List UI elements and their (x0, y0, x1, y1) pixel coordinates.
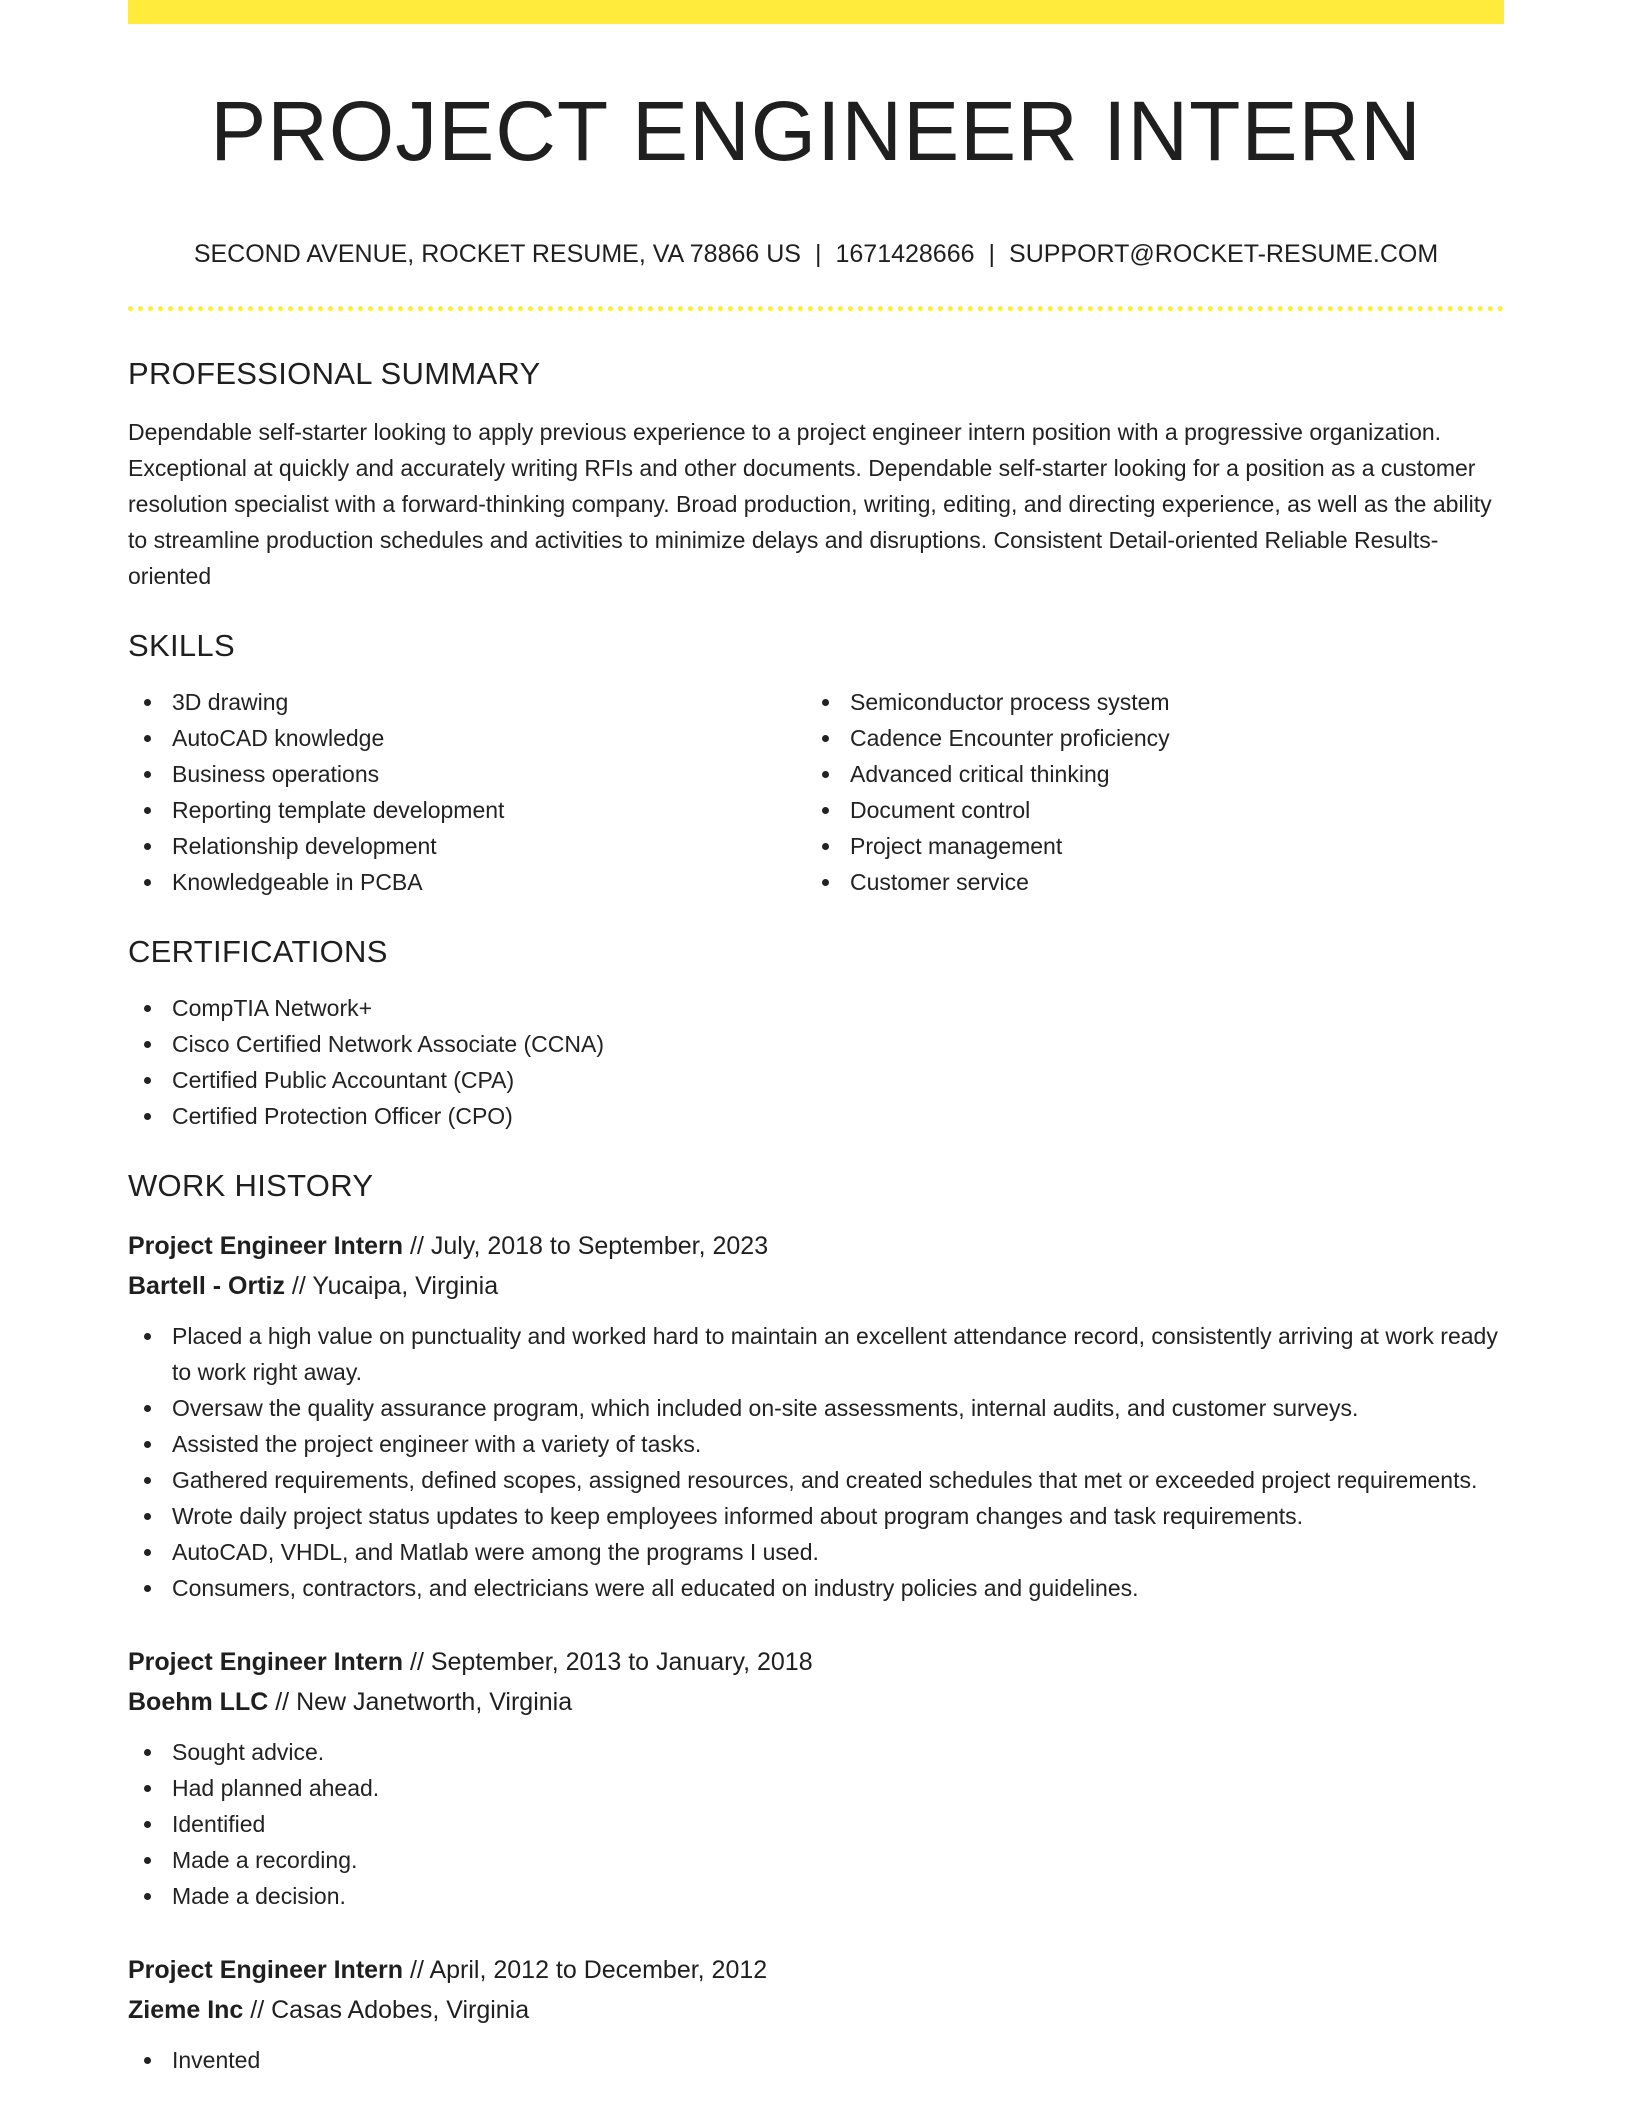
job-duties-list (128, 1318, 1504, 1606)
skill-item: Advanced critical thinking (806, 756, 1484, 792)
job-company: Boehm LLC (128, 1688, 269, 1716)
section-title-work-history: WORK HISTORY (128, 1168, 374, 1203)
contact-separator: | (814, 240, 822, 268)
job-duty: Consumers, contractors, and electricians were all educated on industry policies and guidelines. (128, 1570, 1504, 1606)
summary-text: Dependable self-starter looking to apply previous experience to a project engineer intern position with a progressive organization. Exceptional at quickly and accurately writing RFIs and other documents. Dependable self-starter looking for a position as a customer resolution specialist with a forward-thinking company. Broad production, writing, editing, and directing experience, as well as the ability to streamline production schedules and activities to minimize delays and disruptions. Consistent Detail-oriented Reliable Results-oriented (128, 419, 1492, 589)
header-divider (128, 306, 1504, 311)
job-dates: // April, 2012 to December, 2012 (403, 1956, 768, 1984)
skill-item: Relationship development (128, 828, 806, 864)
job-dates: // September, 2013 to January, 2018 (403, 1648, 813, 1676)
job-entry (128, 1226, 1504, 1606)
contact-phone: 1671428666 (835, 240, 975, 268)
job-role: Project Engineer Intern (128, 1232, 404, 1260)
skill-item: Document control (806, 792, 1484, 828)
skill-item: Customer service (806, 864, 1484, 900)
candidate-name: PROJECT ENGINEER INTERN (210, 84, 1422, 178)
skill-item: Reporting template development (128, 792, 806, 828)
contact-separator: | (988, 240, 996, 268)
certifications-section (128, 930, 1504, 1134)
skills-grid (128, 684, 1504, 900)
job-company-line (128, 1990, 1504, 2030)
job-duty: Invented (128, 2042, 1504, 2078)
skill-item: Knowledgeable in PCBA (128, 864, 806, 900)
job-title-line (128, 1950, 1504, 1990)
certification-item: Certified Protection Officer (CPO) (128, 1098, 1504, 1134)
job-duty: Made a recording. (128, 1842, 1504, 1878)
job-location: // New Janetworth, Virginia (268, 1688, 573, 1716)
job-duty: Made a decision. (128, 1878, 1504, 1914)
resume-content (128, 352, 1504, 2078)
job-duty: Had planned ahead. (128, 1770, 1504, 1806)
section-title-certifications: CERTIFICATIONS (128, 934, 388, 969)
certifications-list (128, 990, 1504, 1134)
accent-bar (128, 0, 1504, 24)
job-duty: Identified (128, 1806, 1504, 1842)
skill-item: Project management (806, 828, 1484, 864)
job-title-line (128, 1642, 1504, 1682)
job-role: Project Engineer Intern (128, 1956, 404, 1984)
job-location: // Yucaipa, Virginia (284, 1272, 499, 1300)
job-duties-list (128, 2042, 1504, 2078)
certification-item: Cisco Certified Network Associate (CCNA) (128, 1026, 1504, 1062)
job-entry (128, 1642, 1504, 1914)
job-title-line (128, 1226, 1504, 1266)
contact-address: SECOND AVENUE, ROCKET RESUME, VA 78866 US (193, 240, 801, 268)
job-role: Project Engineer Intern (128, 1648, 404, 1676)
skill-item: Semiconductor process system (806, 684, 1484, 720)
skills-list-left (128, 684, 806, 900)
job-duty: AutoCAD, VHDL, and Matlab were among the programs I used. (128, 1534, 1504, 1570)
certification-item: CompTIA Network+ (128, 990, 1504, 1026)
job-company-line (128, 1682, 1504, 1722)
work-history-section (128, 1164, 1504, 2078)
job-entry (128, 1950, 1504, 2078)
skills-list-right (806, 684, 1484, 900)
job-company: Bartell - Ortiz (128, 1272, 285, 1300)
section-title-summary: PROFESSIONAL SUMMARY (128, 356, 541, 391)
job-duty: Sought advice. (128, 1734, 1504, 1770)
section-title-skills: SKILLS (128, 628, 235, 663)
certification-item: Certified Public Accountant (CPA) (128, 1062, 1504, 1098)
job-duty: Oversaw the quality assurance program, which included on-site assessments, internal audits, and customer surveys. (128, 1390, 1504, 1426)
skill-item: 3D drawing (128, 684, 806, 720)
summary-section (128, 352, 1504, 594)
contact-line (128, 236, 1504, 272)
skill-item: AutoCAD knowledge (128, 720, 806, 756)
job-company: Zieme Inc (128, 1996, 244, 2024)
contact-email: SUPPORT@ROCKET-RESUME.COM (1009, 240, 1439, 268)
job-duty: Gathered requirements, defined scopes, assigned resources, and created schedules that met or exceeded project requirements. (128, 1462, 1504, 1498)
skills-section (128, 624, 1504, 900)
job-dates: // July, 2018 to September, 2023 (403, 1232, 769, 1260)
job-location: // Casas Adobes, Virginia (243, 1996, 530, 2024)
skill-item: Business operations (128, 756, 806, 792)
job-duty: Placed a high value on punctuality and worked hard to maintain an excellent attendance record, consistently arriving at work ready to work right away. (128, 1318, 1504, 1390)
skill-item: Cadence Encounter proficiency (806, 720, 1484, 756)
job-company-line (128, 1266, 1504, 1306)
job-duties-list (128, 1734, 1504, 1914)
job-duty: Assisted the project engineer with a variety of tasks. (128, 1426, 1504, 1462)
job-duty: Wrote daily project status updates to keep employees informed about program changes and task requirements. (128, 1498, 1504, 1534)
